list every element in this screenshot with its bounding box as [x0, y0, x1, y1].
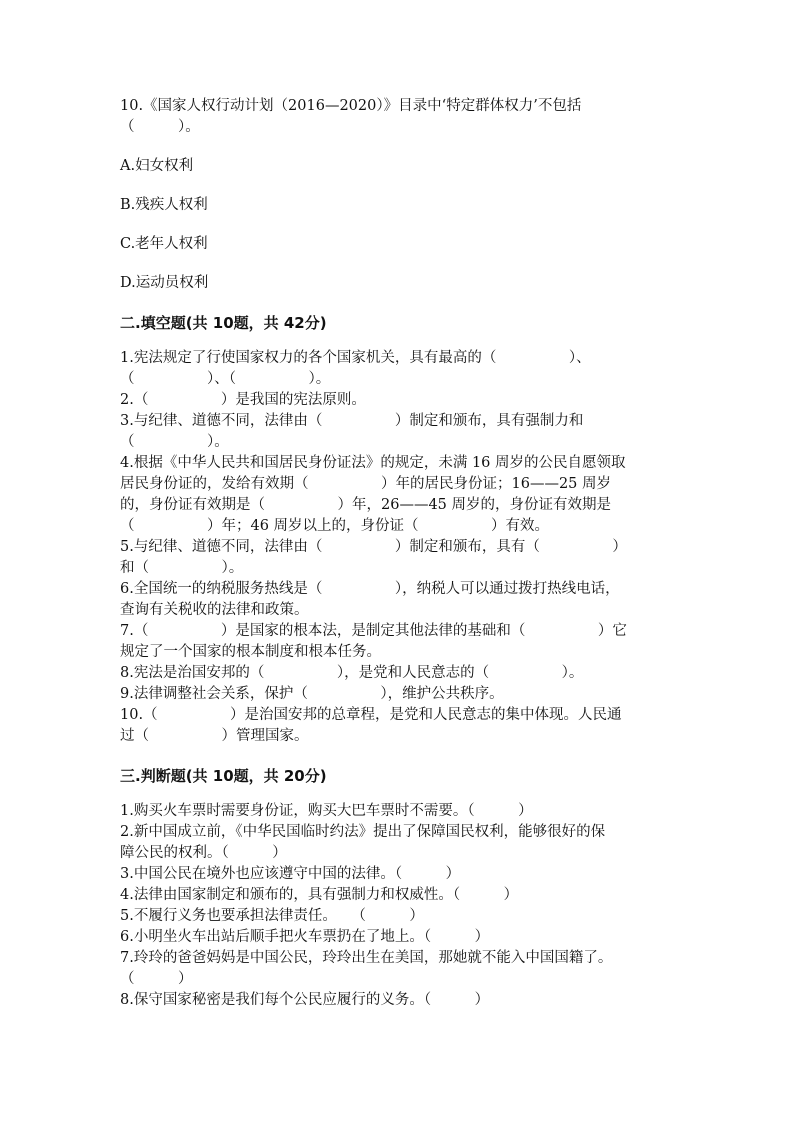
text-line: 5.与纪律、道德不同，法律由（ ）制定和颁布，具有（ ）: [120, 539, 627, 555]
text-line: 7.玲玲的爸爸妈妈是中国公民，玲玲出生在美国，那她就不能入中国国籍了。: [120, 950, 613, 966]
text-line: 8.保守国家秘密是我们每个公民应履行的义务。（ ）: [120, 992, 490, 1008]
text-line: 9.法律调整社会关系，保护（ ），维护公共秩序。: [120, 686, 504, 702]
text-line: （ ）年；46 周岁以上的，身份证（ ）有效。: [120, 518, 550, 534]
question-text: 10.《国家人权行动计划（2016—2020）》目录中‘特定群体权力’不包括: [120, 98, 582, 114]
question-text: （ ）。: [120, 119, 200, 135]
text-line: 4.根据《中华人民共和国居民身份证法》的规定，未满 16 周岁的公民自愿领取: [120, 455, 626, 471]
option-d: D.运动员权利: [120, 275, 209, 291]
text-line: 3.中国公民在境外也应该遵守中国的法律。（ ）: [120, 866, 461, 882]
text-line: 10.（ ）是治国安邦的总章程，是党和人民意志的集中体现。人民通: [120, 707, 622, 723]
text-line: 查询有关税收的法律和政策。: [120, 602, 309, 618]
text-line: 5.不履行义务也要承担法律责任。 （ ）: [120, 908, 424, 924]
text-line: （ ）、（ ）。: [120, 371, 331, 387]
option-c: C.老年人权利: [120, 236, 208, 252]
text-line: 4.法律由国家制定和颁布的，具有强制力和权威性。（ ）: [120, 887, 519, 903]
text-line: 6.小明坐火车出站后顺手把火车票扔在了地上。（ ）: [120, 929, 490, 945]
text-line: 1.宪法规定了行使国家权力的各个国家机关，具有最高的（ ）、: [120, 350, 591, 366]
section-title-true-false: 三.判断题(共 10题，共 20分): [120, 767, 327, 785]
text-line: 过（ ）管理国家。: [120, 728, 309, 744]
section-title-fill-blank: 二.填空题(共 10题，共 42分): [120, 314, 327, 332]
text-line: 3.与纪律、道德不同，法律由（ ）制定和颁布，具有强制力和: [120, 413, 584, 429]
option-b: B.残疾人权利: [120, 197, 208, 213]
text-line: 2.（ ）是我国的宪法原则。: [120, 392, 366, 408]
text-line: （ ）: [120, 971, 193, 987]
text-line: 和（ ）。: [120, 560, 244, 576]
text-line: 障公民的权利。（ ）: [120, 845, 287, 861]
text-line: 2.新中国成立前，《中华民国临时约法》提出了保障国民权利，能够很好的保: [120, 824, 606, 840]
text-line: 6.全国统一的纳税服务热线是（ ），纳税人可以通过拨打热线电话，: [120, 581, 620, 597]
text-line: 7.（ ）是国家的根本法，是制定其他法律的基础和（ ）它: [120, 623, 627, 639]
text-line: 1.购买火车票时需要身份证，购买大巴车票时不需要。（ ）: [120, 803, 533, 819]
option-a: A.妇女权利: [120, 158, 194, 174]
fill-blank-section: [120, 348, 680, 747]
text-line: 规定了一个国家的根本制度和根本任务。: [120, 644, 381, 660]
text-line: （ ）。: [120, 434, 229, 450]
exam-page: [120, 96, 680, 1011]
text-line: 8.宪法是治国安邦的（ ），是党和人民意志的（ ）。: [120, 665, 584, 681]
true-false-section: [120, 801, 680, 1011]
text-line: 的，身份证有效期是（ ）年，26——45 周岁的，身份证有效期是: [120, 497, 612, 513]
question-10: [120, 96, 680, 294]
text-line: 居民身份证的，发给有效期（ ）年的居民身份证；16——25 周岁: [120, 476, 612, 492]
